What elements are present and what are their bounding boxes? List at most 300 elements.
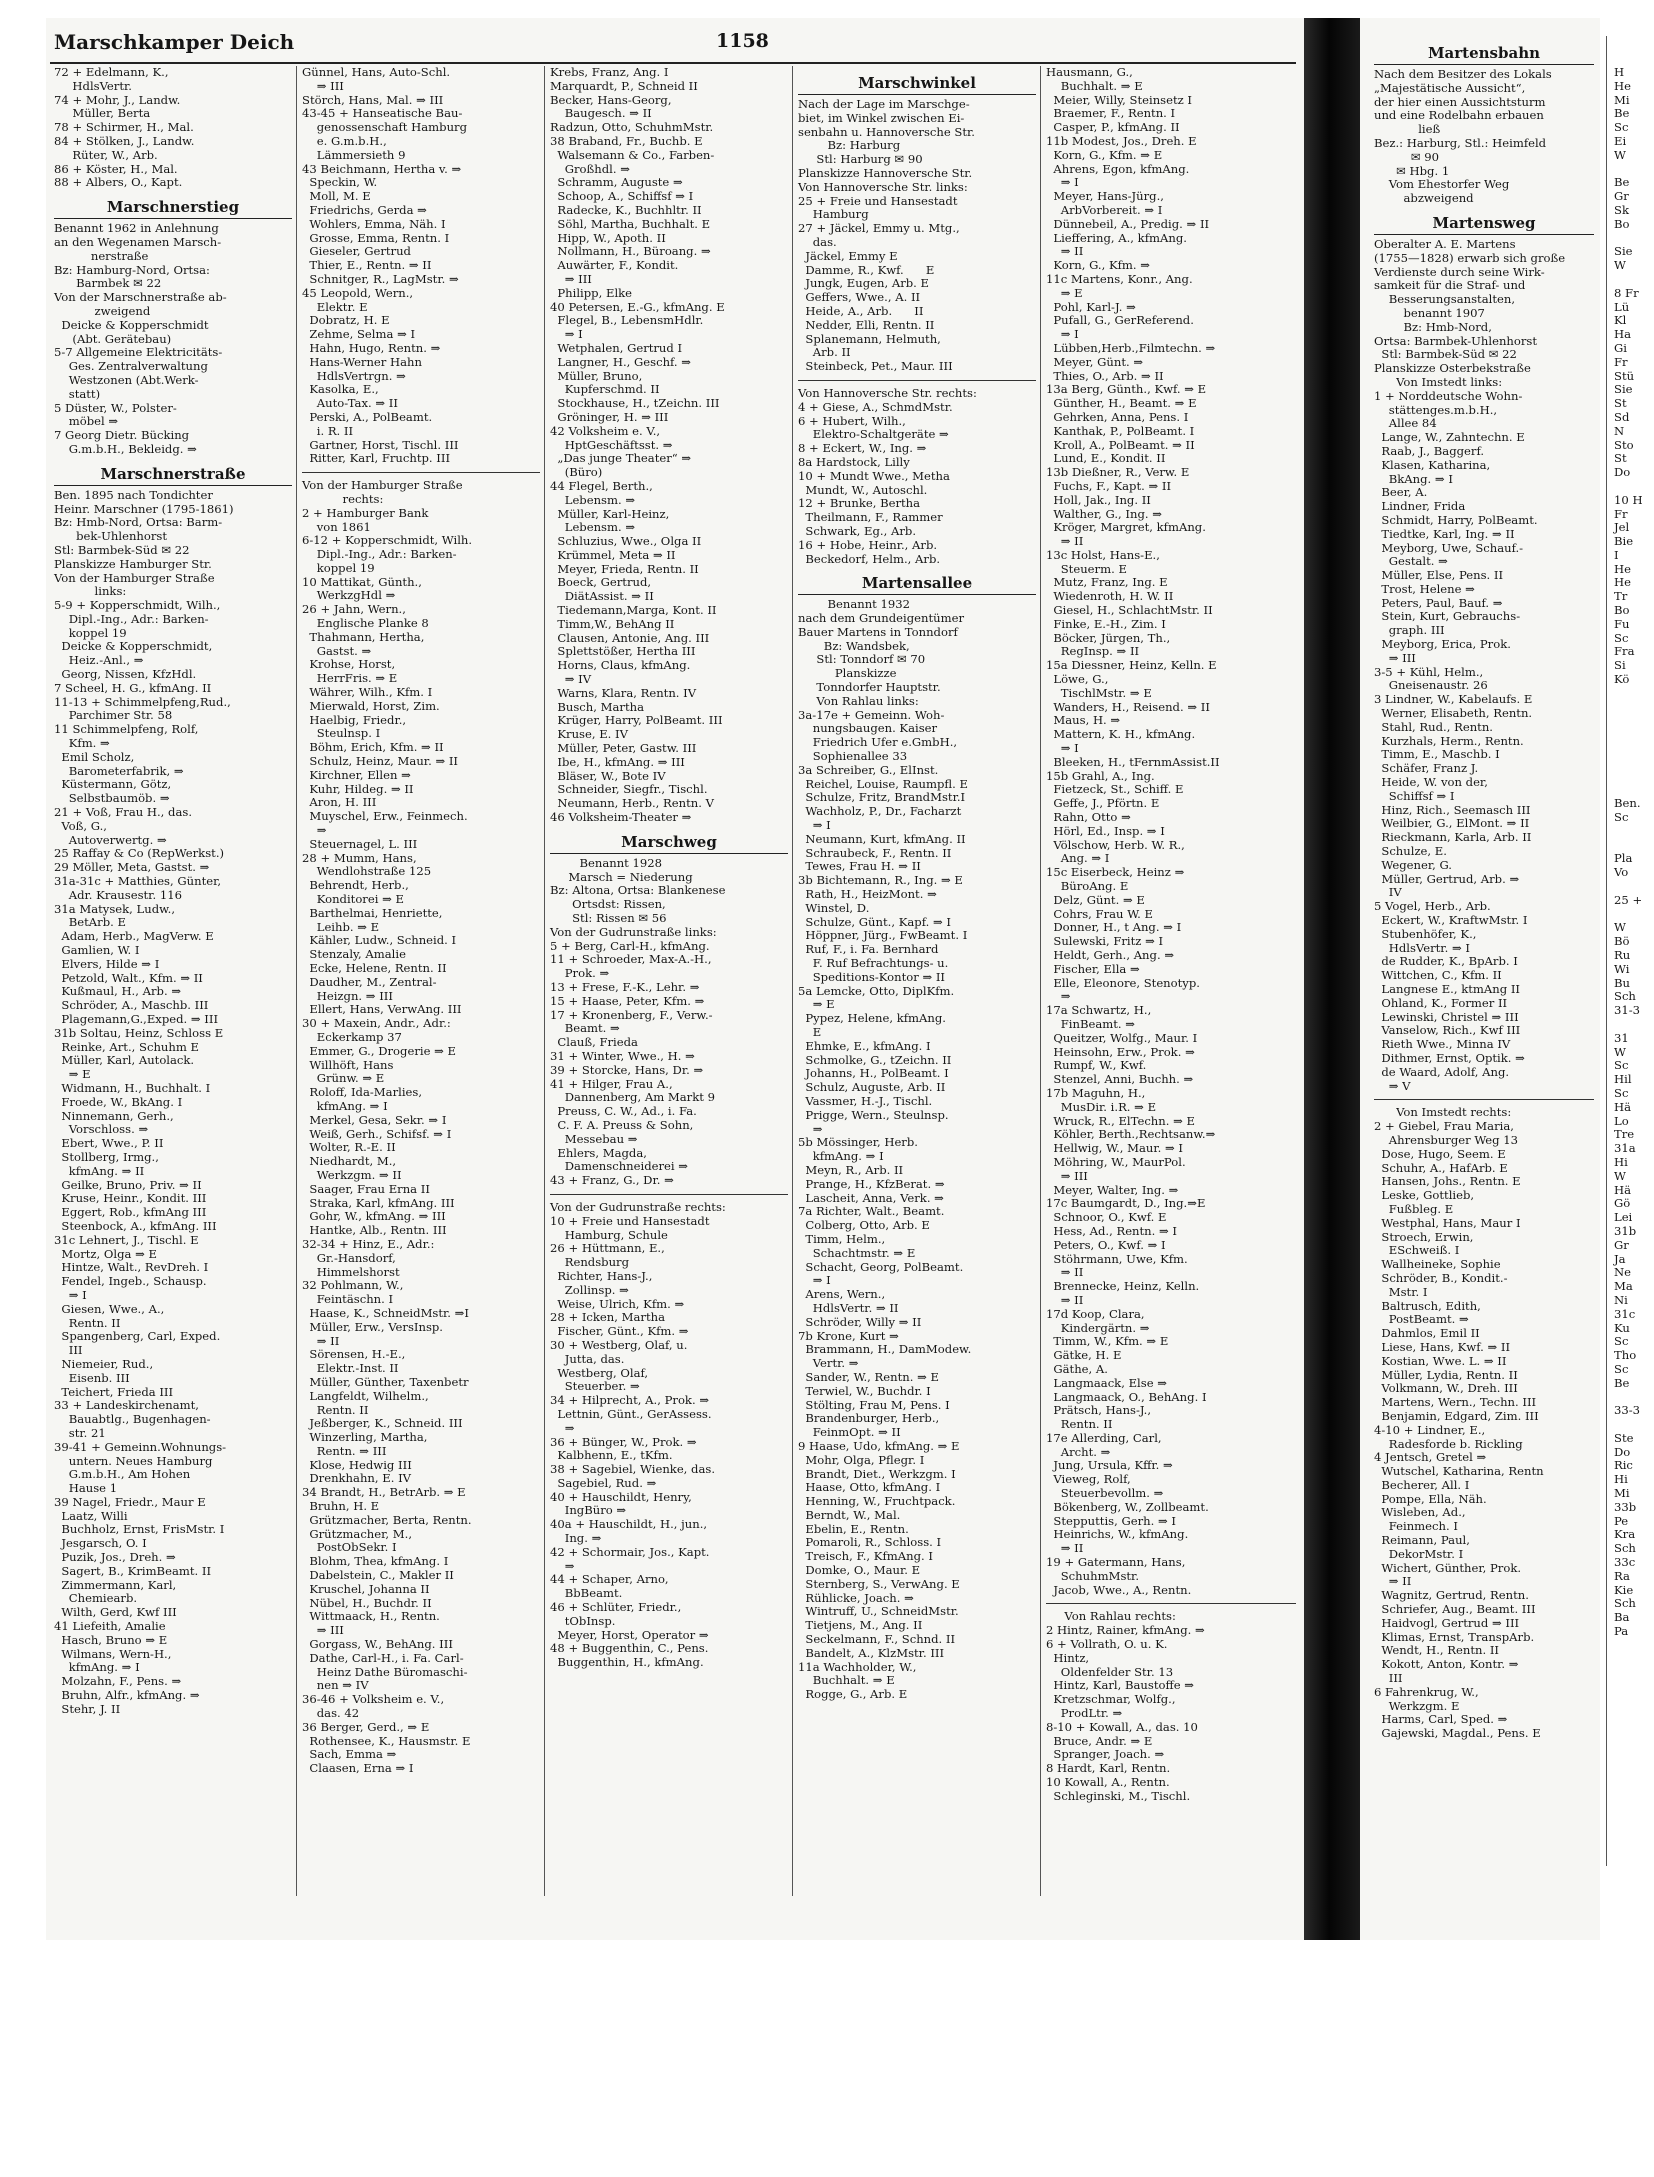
directory-line: Mattern, K. H., kfmAng. bbox=[1046, 727, 1196, 742]
directory-line: biet, im Winkel zwischen Ei- bbox=[798, 110, 965, 125]
column-3 bbox=[550, 66, 788, 1926]
directory-line: Stenzel, Anni, Buchh. ⇒ bbox=[1046, 1072, 1194, 1087]
directory-line: PostObSekr. I bbox=[302, 1540, 397, 1555]
directory-line: Delz, Günt. ⇒ E bbox=[1046, 892, 1145, 907]
directory-line: Meier, Willy, Steinsetz I bbox=[1046, 92, 1193, 107]
directory-line: Planskizze Osterbekstraße bbox=[1374, 361, 1531, 376]
directory-line: Schäfer, Franz J. bbox=[1374, 761, 1479, 776]
directory-line: Brandenburger, Herb., bbox=[798, 1411, 940, 1426]
directory-line: Dipl.-Ing., Adr.: Barken- bbox=[302, 547, 457, 562]
directory-line: Von Hannoversche Str. rechts: bbox=[798, 385, 977, 400]
directory-line: Radzun, Otto, SchuhmMstr. bbox=[550, 120, 714, 135]
directory-line: Tho bbox=[1614, 1348, 1637, 1363]
directory-line bbox=[1614, 742, 1654, 756]
directory-line: 32 Pohlmann, W., bbox=[302, 1278, 404, 1293]
directory-line: Peters, O., Kwf. ⇒ I bbox=[1046, 1237, 1166, 1252]
directory-line: Kokott, Anton, Kontr. ⇒ bbox=[1374, 1657, 1519, 1672]
directory-line bbox=[1614, 756, 1654, 770]
directory-line: 10 + Mundt Wwe., Metha bbox=[798, 468, 950, 483]
directory-line: Neumann, Herb., Rentn. V bbox=[550, 796, 714, 811]
directory-line: Kra bbox=[1614, 1527, 1636, 1542]
directory-line: Stockhause, H., tZeichn. III bbox=[550, 396, 720, 411]
directory-line: Barthelmai, Henriette, bbox=[302, 905, 443, 920]
directory-line: Bruce, Andr. ⇒ E bbox=[1046, 1733, 1153, 1748]
directory-line: Ben. 1895 nach Tondichter bbox=[54, 487, 213, 502]
directory-line: 4-10 + Lindner, E., bbox=[1374, 1422, 1486, 1437]
directory-line: Wintruff, U., SchneidMstr. bbox=[798, 1604, 959, 1619]
directory-line: 3a-17e + Gemeinn. Woh- bbox=[798, 707, 945, 722]
directory-line: 2 + Hamburger Bank bbox=[302, 505, 429, 520]
directory-line: Sc bbox=[1614, 810, 1629, 825]
directory-line: Bleeken, H., tFernmAssist.II bbox=[1046, 754, 1220, 769]
directory-line: Sternberg, S., VerwAng. E bbox=[798, 1576, 960, 1591]
directory-line: Sc bbox=[1614, 1085, 1629, 1100]
directory-line: 8 + Eckert, W., Ing. ⇒ bbox=[798, 441, 927, 456]
directory-line bbox=[1614, 728, 1654, 742]
directory-line: Konditorei ⇒ E bbox=[302, 892, 404, 907]
directory-line: Martens, Wern., Techn. III bbox=[1374, 1395, 1537, 1410]
directory-line: Schulze, E. bbox=[1374, 844, 1447, 859]
column-1 bbox=[54, 66, 292, 1926]
directory-line: Sch bbox=[1614, 1541, 1636, 1556]
directory-line: Stepputtis, Gerh. ⇒ I bbox=[1046, 1513, 1176, 1528]
directory-line: Mi bbox=[1614, 1486, 1630, 1501]
directory-line: Bz: Hmb-Nord, bbox=[1374, 319, 1492, 334]
directory-line: Sc bbox=[1614, 1058, 1629, 1073]
directory-line: Stahl, Rud., Rentn. bbox=[1374, 719, 1493, 734]
directory-line: Moll, M. E bbox=[302, 189, 371, 204]
directory-line: Tiedemann,Marga, Kont. II bbox=[550, 603, 717, 618]
directory-line: Beamt. ⇒ bbox=[550, 1021, 620, 1036]
directory-line: Möhring, W., MaurPol. bbox=[1046, 1154, 1186, 1169]
directory-line: Deicke & Kopperschmidt bbox=[54, 317, 209, 332]
directory-line: Schröder, Willy ⇒ II bbox=[798, 1314, 922, 1329]
directory-line: 25 + Freie und Hansestadt bbox=[798, 193, 958, 208]
directory-line: Geffers, Wwe., A. II bbox=[798, 290, 921, 305]
directory-line: Rentn. II bbox=[302, 1402, 369, 1417]
directory-line: 33 + Landeskirchenamt, bbox=[54, 1398, 199, 1413]
directory-line: WerkzgHdl ⇒ bbox=[302, 588, 396, 603]
directory-line: Benannt 1932 bbox=[798, 597, 911, 612]
directory-line: Terwiel, W., Buchdr. I bbox=[798, 1383, 931, 1398]
directory-line: Ste bbox=[1614, 1430, 1634, 1445]
directory-line: Muyschel, Erw., Feinmech. bbox=[302, 809, 468, 824]
directory-line: 38 Braband, Fr., Buchb. E bbox=[550, 133, 703, 148]
directory-line: 8a Hardstock, Lilly bbox=[798, 454, 910, 469]
directory-line: Meyn, R., Arb. II bbox=[798, 1162, 904, 1177]
directory-line: Radesforde b. Rickling bbox=[1374, 1436, 1523, 1451]
directory-line: Hä bbox=[1614, 1182, 1632, 1197]
directory-line bbox=[1614, 770, 1654, 784]
directory-line: Claasen, Erna ⇒ I bbox=[302, 1761, 414, 1776]
directory-line: Do bbox=[1614, 465, 1631, 480]
directory-line: links: bbox=[54, 584, 127, 599]
directory-line: Nach dem Besitzer des Lokals bbox=[1374, 67, 1552, 81]
directory-line: Heinsohn, Erw., Prok. ⇒ bbox=[1046, 1044, 1195, 1059]
directory-line: BüroAng. E bbox=[1046, 879, 1129, 894]
directory-line: 6 Fahrenkrug, W., bbox=[1374, 1684, 1479, 1699]
directory-line: Mi bbox=[1614, 92, 1630, 107]
directory-line: 40 Petersen, E.-G., kfmAng. E bbox=[550, 299, 725, 314]
column-4 bbox=[798, 66, 1036, 1926]
directory-line: Dannenberg, Am Markt 9 bbox=[550, 1090, 715, 1105]
directory-line: Hans-Werner Hahn bbox=[302, 354, 422, 369]
directory-line: Damenschneiderei ⇒ bbox=[550, 1159, 689, 1174]
directory-line: PostBeamt. ⇒ bbox=[1374, 1312, 1469, 1327]
directory-line: Gätke, H. E bbox=[1046, 1348, 1122, 1363]
directory-line: Völschow, Herb. W. R., bbox=[1046, 837, 1185, 852]
directory-line bbox=[1614, 1018, 1654, 1032]
directory-line: Von Imstedt rechts: bbox=[1374, 1105, 1512, 1120]
directory-line: Gehrken, Anna, Pens. I bbox=[1046, 409, 1189, 424]
directory-line: 31b bbox=[1614, 1223, 1637, 1238]
directory-line: Kupferschmd. II bbox=[550, 382, 660, 397]
directory-line: He bbox=[1614, 561, 1631, 576]
directory-line: Lebensm. ⇒ bbox=[550, 492, 636, 507]
directory-line: Spangenberg, Carl, Exped. bbox=[54, 1329, 221, 1344]
directory-line: Arens, Wern., bbox=[798, 1287, 886, 1302]
directory-line: Heizgn. ⇒ III bbox=[302, 988, 393, 1003]
directory-line: Hausmann, G., bbox=[1046, 65, 1133, 79]
directory-line: Speditions-Kontor ⇒ II bbox=[798, 969, 945, 984]
directory-line: Ric bbox=[1614, 1458, 1633, 1473]
directory-line: Wendt, H., Rentn. II bbox=[1374, 1643, 1500, 1658]
directory-line: 43 + Franz, G., Dr. ⇒ bbox=[550, 1173, 674, 1188]
directory-line: Westzonen (Abt.Werk- bbox=[54, 372, 199, 387]
directory-line: Ninnemann, Gerh., bbox=[54, 1108, 174, 1123]
directory-line: Hamburg bbox=[798, 207, 869, 222]
directory-line: Heide, A., Arb. II bbox=[798, 303, 924, 318]
directory-line: Be bbox=[1614, 106, 1630, 121]
directory-line: benannt 1907 bbox=[1374, 305, 1485, 320]
directory-line: Müller, Lydia, Rentn. II bbox=[1374, 1367, 1518, 1382]
directory-line: W bbox=[1614, 147, 1626, 162]
directory-line: Maus, H. ⇒ bbox=[1046, 713, 1121, 728]
directory-line: Schröder, B., Kondit.- bbox=[1374, 1270, 1508, 1285]
directory-line: Steuerbevollm. ⇒ bbox=[1046, 1486, 1164, 1501]
directory-line: Kruse, E. IV bbox=[550, 727, 629, 742]
directory-line: 6 + Vollrath, O. u. K. bbox=[1046, 1637, 1168, 1652]
directory-line: Schwark, Eg., Arb. bbox=[798, 523, 917, 538]
directory-line: Timm, W., Kfm. ⇒ E bbox=[1046, 1334, 1169, 1349]
directory-line: 36-46 + Volksheim e. V., bbox=[302, 1692, 445, 1707]
directory-line: Elektro-Schaltgeräte ⇒ bbox=[798, 427, 949, 442]
directory-line: Hintze, Walt., RevDreh. I bbox=[54, 1260, 209, 1275]
directory-line: F. Ruf Befrachtungs- u. bbox=[798, 956, 949, 971]
directory-line: statt) bbox=[54, 386, 101, 401]
directory-line: 11a Wachholder, W., bbox=[798, 1659, 917, 1674]
directory-line bbox=[1614, 839, 1654, 853]
directory-line: 5 Vogel, Herb., Arb. bbox=[1374, 899, 1491, 914]
directory-line: Hipp, W., Apoth. II bbox=[550, 230, 666, 245]
directory-line: Heinr. Marschner (1795-1861) bbox=[54, 501, 234, 516]
directory-line: Werner, Elisabeth, Rentn. bbox=[1374, 706, 1533, 721]
directory-line: Kanthak, P., PolBeamt. I bbox=[1046, 423, 1195, 438]
directory-line: Kuhr, Hildeg. ⇒ II bbox=[302, 781, 414, 796]
directory-line: Klimas, Ernst, TranspArb. bbox=[1374, 1629, 1535, 1644]
directory-line: Zimmermann, Karl, bbox=[54, 1577, 177, 1592]
directory-line: stättenges.m.b.H., bbox=[1374, 402, 1498, 417]
page-header bbox=[46, 24, 1304, 58]
directory-line: Ebert, Wwe., P. II bbox=[54, 1136, 164, 1151]
directory-line: ProdLtr. ⇒ bbox=[1046, 1706, 1123, 1721]
directory-line: Heinrichs, W., kfmAng. bbox=[1046, 1527, 1189, 1542]
directory-line: Hamburg, Schule bbox=[550, 1227, 668, 1242]
directory-line: Roloff, Ida-Marlies, bbox=[302, 1085, 423, 1100]
directory-line: Sophienallee 33 bbox=[798, 749, 908, 764]
directory-line: Becherer, All. I bbox=[1374, 1477, 1470, 1492]
directory-line: Werkzgm. E bbox=[1374, 1698, 1460, 1713]
directory-line: Müller, Karl-Heinz, bbox=[550, 506, 670, 521]
directory-line: Be bbox=[1614, 175, 1630, 190]
directory-line: Bz: Altona, Ortsa: Blankenese bbox=[550, 883, 726, 898]
directory-line: nungsbaugen. Kaiser bbox=[798, 721, 938, 736]
column-divider bbox=[544, 66, 545, 1896]
directory-line: genossenschaft Hamburg bbox=[302, 120, 468, 135]
directory-line: Jesgarsch, O. I bbox=[54, 1536, 147, 1551]
directory-line: Perski, A., PolBeamt. bbox=[302, 409, 433, 424]
street-heading: Martensbahn bbox=[1374, 42, 1594, 65]
directory-line: Messebau ⇒ bbox=[550, 1131, 638, 1146]
directory-line: Krümmel, Meta ⇒ II bbox=[550, 547, 676, 562]
directory-line: Kußmaul, H., Arb. ⇒ bbox=[54, 984, 182, 999]
directory-line: Autoverwertg. ⇒ bbox=[54, 832, 167, 847]
directory-line: das. 42 bbox=[302, 1706, 360, 1721]
directory-line: Kostian, Wwe. L. ⇒ II bbox=[1374, 1353, 1507, 1368]
directory-line: Benannt 1928 bbox=[550, 855, 663, 870]
street-heading: Marschwinkel bbox=[798, 72, 1036, 95]
directory-line: Sie bbox=[1614, 382, 1633, 397]
directory-line: Buchhalt. ⇒ E bbox=[798, 1673, 895, 1688]
directory-line: bek-Uhlenhorst bbox=[54, 529, 168, 544]
directory-line: ⇒ E bbox=[54, 1067, 91, 1082]
directory-line: 43 Beichmann, Hertha v. ⇒ bbox=[302, 161, 462, 176]
directory-line: Steuerm. E bbox=[1046, 561, 1127, 576]
directory-line: Richter, Hans-J., bbox=[550, 1268, 653, 1283]
directory-line: Kirchner, Ellen ⇒ bbox=[302, 767, 411, 782]
directory-line: Großhdl. ⇒ bbox=[550, 161, 630, 176]
directory-line: das. bbox=[798, 234, 837, 249]
directory-line: Schnoor, O., Kwf. E bbox=[1046, 1210, 1167, 1225]
directory-line: 8 Hardt, Karl, Rentn. bbox=[1046, 1761, 1171, 1776]
directory-line: ⇒ II bbox=[1046, 1541, 1084, 1556]
directory-line: 31c bbox=[1614, 1306, 1636, 1321]
directory-line: Fußbleg. E bbox=[1374, 1201, 1454, 1216]
directory-line: Dünnebeil, A., Predig. ⇒ II bbox=[1046, 216, 1210, 231]
directory-line: Volkmann, W., Dreh. III bbox=[1374, 1381, 1518, 1396]
directory-line: Buggenthin, H., kfmAng. bbox=[550, 1655, 704, 1670]
street-heading: Marschweg bbox=[550, 831, 788, 854]
directory-line: Sto bbox=[1614, 437, 1634, 452]
directory-line: Stl: Barmbek-Süd ✉ 22 bbox=[1374, 347, 1517, 362]
directory-line: 32-34 + Hinz, E., Adr.: bbox=[302, 1236, 435, 1251]
directory-line: Do bbox=[1614, 1444, 1631, 1459]
directory-line: Selbstbaumöb. ⇒ bbox=[54, 791, 170, 806]
directory-line: Müller, Berta bbox=[54, 106, 151, 121]
directory-line: Winzerling, Martha, bbox=[302, 1430, 428, 1445]
directory-line: 86 + Köster, H., Mal. bbox=[54, 161, 178, 176]
directory-line: Stl: Tonndorf ✉ 70 bbox=[798, 652, 926, 667]
directory-line: Wittchen, C., Kfm. II bbox=[1374, 968, 1502, 983]
directory-line: Himmelshorst bbox=[302, 1264, 400, 1279]
directory-line: ⇒ II bbox=[302, 1333, 340, 1348]
directory-line: Prok. ⇒ bbox=[550, 966, 610, 981]
directory-line: ⇒ I bbox=[54, 1287, 87, 1302]
directory-line: Schleginski, M., Tischl. bbox=[1046, 1788, 1191, 1803]
directory-line: Dipl.-Ing., Adr.: Barken- bbox=[54, 611, 209, 626]
directory-line: Timm,W., BehAng II bbox=[550, 616, 675, 631]
directory-line: Warns, Klara, Rentn. IV bbox=[550, 685, 697, 700]
directory-line: Giesel, H., SchlachtMstr. II bbox=[1046, 603, 1213, 618]
directory-line: „Das junge Theater“ ⇒ bbox=[550, 451, 692, 466]
header-rule bbox=[50, 62, 1296, 64]
directory-line: Bauer Martens in Tonndorf bbox=[798, 624, 958, 639]
directory-line: Hi bbox=[1614, 1154, 1628, 1169]
directory-line: Dobratz, H. E bbox=[302, 313, 390, 328]
directory-line: Dabelstein, C., Makler II bbox=[302, 1568, 454, 1583]
directory-line bbox=[1614, 825, 1654, 839]
directory-line: und eine Rodelbahn erbauen bbox=[1374, 108, 1544, 123]
directory-line: Henning, W., Fruchtpack. bbox=[798, 1494, 956, 1509]
directory-line: Benannt 1962 in Anlehnung bbox=[54, 221, 219, 236]
directory-line: Haelbig, Friedr., bbox=[302, 712, 407, 727]
directory-line: Pohl, Karl-J. ⇒ bbox=[1046, 299, 1136, 314]
directory-line: Schuhr, A., HafArb. E bbox=[1374, 1160, 1508, 1175]
directory-line: senbahn u. Hannoversche Str. bbox=[798, 124, 975, 139]
directory-line: Pompe, Ella, Näh. bbox=[1374, 1491, 1487, 1506]
directory-line: Preuss, C. W., Ad., i. Fa. bbox=[550, 1104, 697, 1119]
directory-line: Pla bbox=[1614, 851, 1633, 866]
directory-line: Müller, Günther, Taxenbetr bbox=[302, 1374, 469, 1389]
column-divider bbox=[1606, 36, 1607, 1866]
directory-line: 38 + Sagebiel, Wienke, das. bbox=[550, 1462, 716, 1477]
directory-line: 7a Richter, Walt., Beamt. bbox=[798, 1204, 945, 1219]
directory-line: Dose, Hugo, Seem. E bbox=[1374, 1146, 1506, 1161]
directory-line: Behrendt, Herb., bbox=[302, 878, 409, 893]
directory-line: Ohland, K., Former II bbox=[1374, 995, 1508, 1010]
directory-line: 30 + Westberg, Olaf, u. bbox=[550, 1337, 688, 1352]
directory-line: Jacob, Wwe., A., Rentn. bbox=[1046, 1582, 1192, 1597]
directory-line: Küstermann, Götz, bbox=[54, 777, 172, 792]
directory-line: Lämmersieth 9 bbox=[302, 147, 406, 162]
directory-line: Kindergärtn. ⇒ bbox=[1046, 1320, 1150, 1335]
directory-line: G.m.b.H., Am Hohen bbox=[54, 1467, 191, 1482]
page-number: 1158 bbox=[716, 30, 769, 52]
directory-line: Schulze, Fritz, BrandMstr.I bbox=[798, 790, 966, 805]
directory-line: Sagert, B., KrimBeamt. II bbox=[54, 1563, 212, 1578]
directory-line: Timm, Helm., bbox=[798, 1231, 886, 1246]
directory-line: Böhm, Erich, Kfm. ⇒ II bbox=[302, 740, 444, 755]
directory-line: Kroll, A., PolBeamt. ⇒ II bbox=[1046, 437, 1195, 452]
directory-line bbox=[1614, 714, 1654, 728]
directory-line: Molzahn, F., Pens. ⇒ bbox=[54, 1674, 182, 1689]
directory-line: Heiz.-Anl., ⇒ bbox=[54, 653, 144, 668]
directory-line: Bz: Wandsbek, bbox=[798, 638, 910, 653]
directory-line: Pe bbox=[1614, 1513, 1629, 1528]
directory-line: ⇒ I bbox=[798, 818, 831, 833]
directory-line: Sie bbox=[1614, 244, 1633, 259]
directory-line: Merkel, Gesa, Sekr. ⇒ I bbox=[302, 1112, 447, 1127]
directory-line: Harms, Carl, Sped. ⇒ bbox=[1374, 1712, 1508, 1727]
directory-line: Schneider, Siegfr., Tischl. bbox=[550, 782, 708, 797]
directory-line: 5-9 + Kopperschmidt, Wilh., bbox=[54, 598, 221, 613]
directory-line: FeinmOpt. ⇒ II bbox=[798, 1425, 901, 1440]
directory-line: Kie bbox=[1614, 1582, 1634, 1597]
directory-line: Kfm. ⇒ bbox=[54, 736, 110, 751]
directory-line: Marquardt, P., Schneid II bbox=[550, 78, 698, 93]
directory-line: Berndt, W., Mal. bbox=[798, 1507, 901, 1522]
directory-line: Kl bbox=[1614, 313, 1627, 328]
directory-line: Schröder, A., Maschb. III bbox=[54, 998, 209, 1013]
directory-line: kfmAng. ⇒ I bbox=[302, 1098, 388, 1113]
directory-line: Heinz Dathe Büromaschi- bbox=[302, 1664, 468, 1679]
directory-line: Hil bbox=[1614, 1072, 1632, 1087]
directory-line: Sc bbox=[1614, 1334, 1629, 1349]
directory-line: Ru bbox=[1614, 948, 1631, 962]
directory-line: nerstraße bbox=[54, 248, 149, 263]
directory-line: 7 Scheel, H. G., kfmAng. II bbox=[54, 680, 212, 695]
directory-line: Fra bbox=[1614, 644, 1635, 659]
directory-line: Nübel, H., Buchdr. II bbox=[302, 1595, 432, 1610]
directory-line: 3-5 + Kühl, Helm., bbox=[1374, 664, 1484, 679]
directory-line: Stl: Barmbek-Süd ✉ 22 bbox=[54, 542, 190, 557]
directory-line: Parchimer Str. 58 bbox=[54, 708, 173, 723]
directory-line: 11-13 + Schimmelpfeng,Rud., bbox=[54, 694, 231, 709]
directory-line: Rath, H., HeizMont. ⇒ bbox=[798, 887, 937, 902]
directory-line: Weilbier, G., ElMont. ⇒ II bbox=[1374, 816, 1530, 831]
directory-line: ⇒ III bbox=[302, 78, 344, 93]
directory-line: 4 Jentsch, Gretel ⇒ bbox=[1374, 1450, 1487, 1465]
directory-line: Löwe, G., bbox=[1046, 672, 1109, 687]
directory-line: Kretzschmar, Wolfg., bbox=[1046, 1692, 1176, 1707]
directory-line: Böcker, Jürgen, Th., bbox=[1046, 630, 1171, 645]
directory-line: Englische Planke 8 bbox=[302, 616, 429, 631]
directory-line: Wruck, R., ElTechn. ⇒ E bbox=[1046, 1113, 1195, 1128]
directory-line: Rühlicke, Joach. ⇒ bbox=[798, 1590, 914, 1605]
directory-line: der hier einen Aussichtsturm bbox=[1374, 94, 1546, 109]
directory-line: Thies, O., Arb. ⇒ II bbox=[1046, 368, 1164, 383]
directory-line: Plagemann,G.,Exped. ⇒ III bbox=[54, 1012, 219, 1026]
directory-line: Braemer, F., Rentn. I bbox=[1046, 106, 1176, 121]
directory-line: zweigend bbox=[54, 303, 151, 318]
directory-line: Oldenfelder Str. 13 bbox=[1046, 1664, 1174, 1679]
directory-line: 4 + Giese, A., SchmdMstr. bbox=[798, 399, 953, 414]
directory-line: Bie bbox=[1614, 534, 1634, 549]
directory-line: Queitzer, Wolfg., Maur. I bbox=[1046, 1030, 1198, 1045]
directory-line: Tonndorfer Hauptstr. bbox=[798, 680, 941, 695]
directory-line: 19 + Gatermann, Hans, bbox=[1046, 1555, 1186, 1570]
directory-line: Schmidt, Harry, PolBeamt. bbox=[1374, 512, 1538, 527]
directory-line: 10 H bbox=[1614, 492, 1643, 507]
directory-line: 11 + Schroeder, Max-A.-H., bbox=[550, 952, 712, 967]
directory-line: Gr bbox=[1614, 189, 1629, 204]
directory-line: Meyer, Günt. ⇒ bbox=[1046, 354, 1144, 369]
directory-line: Sch bbox=[1614, 1596, 1636, 1611]
directory-line: Lü bbox=[1614, 299, 1630, 314]
directory-line: 9 Haase, Udo, kfmAng. ⇒ E bbox=[798, 1438, 960, 1453]
directory-line: Meyborg, Erica, Prok. bbox=[1374, 637, 1511, 652]
page-left bbox=[46, 18, 1304, 1940]
directory-line: Timm, E., Maschb. I bbox=[1374, 747, 1500, 762]
directory-line: ⇒ bbox=[798, 1121, 823, 1136]
directory-line: Tre bbox=[1614, 1127, 1635, 1142]
directory-line: Ehlers, Magda, bbox=[550, 1145, 647, 1160]
directory-line: tObInsp. bbox=[550, 1613, 616, 1628]
directory-line: Kähler, Ludw., Schneid. I bbox=[302, 933, 457, 948]
directory-line: ⇒ II bbox=[1046, 1292, 1084, 1307]
directory-line: ⇒ I bbox=[550, 327, 583, 342]
directory-line: ⇒ III bbox=[550, 271, 592, 286]
